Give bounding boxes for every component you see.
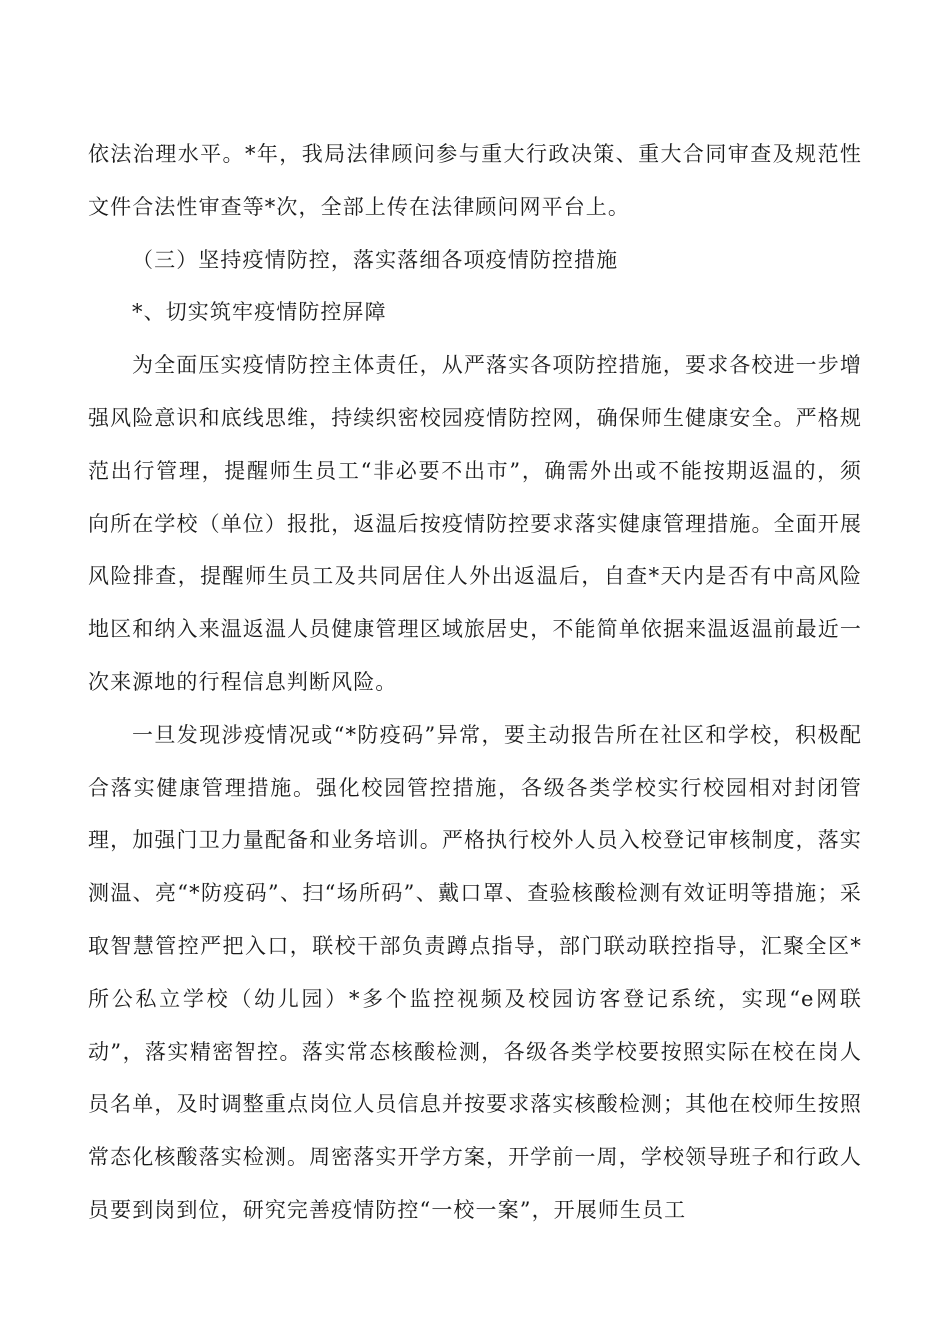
section-heading-epidemic-control: （三）坚持疫情防控，落实落细各项疫情防控措施 bbox=[132, 247, 619, 272]
paragraph-campus-measures: 一旦发现涉疫情况或“*防疫码”异常，要主动报告所在社区和学校，积极配合落实健康管理措施。强化校园管控措施，各级各类学校实行校园相对封闭管理，加强门卫力量配备和业务培训。严格执行校外人员入校登记审核制度，落实测温、亮“*防疫码”、扫“场所码”、戴口罩、查验核酸检测有效证明等措施；采取智慧管控严把入口，联校干部负责蹲点指导，部门联动联控指导，汇聚全区*所公私立学校（幼儿园）*多个监控视频及校园访客登记系统，实现“e网联动”，落实精密智控。落实常态核酸检测，各级各类学校要按照实际在校在岗人员名单，及时调整重点岗位人员信息并按要求落实核酸检测；其他在校师生按照常态化核酸落实检测。周密落实开学方案，开学前一周，学校领导班子和行政人员要到岗到位，研究完善疫情防控“一校一案”，开展师生员工 bbox=[88, 722, 862, 1222]
subheading-epidemic-barrier: *、切实筑牢疫情防控屏障 bbox=[132, 300, 387, 325]
paragraph-risk-management: 为全面压实疫情防控主体责任，从严落实各项防控措施，要求各校进一步增强风险意识和底线思维，持续织密校园疫情防控网，确保师生健康安全。严格规范出行管理，提醒师生员工“非必要不出市”，确需外出或不能按期返温的，须向所在学校（单位）报批，返温后按疫情防控要求落实健康管理措施。全面开展风险排查，提醒师生员工及共同居住人外出返温后，自查*天内是否有中高风险地区和纳入来温返温人员健康管理区域旅居史，不能简单依据来温返温前最近一次来源地的行程信息判断风险。 bbox=[88, 353, 862, 694]
document-body bbox=[88, 128, 862, 1237]
paragraph-legal-review: 依法治理水平。*年，我局法律顾问参与重大行政决策、重大合同审查及规范性文件合法性审查等*次，全部上传在法律顾问网平台上。 bbox=[88, 142, 862, 219]
